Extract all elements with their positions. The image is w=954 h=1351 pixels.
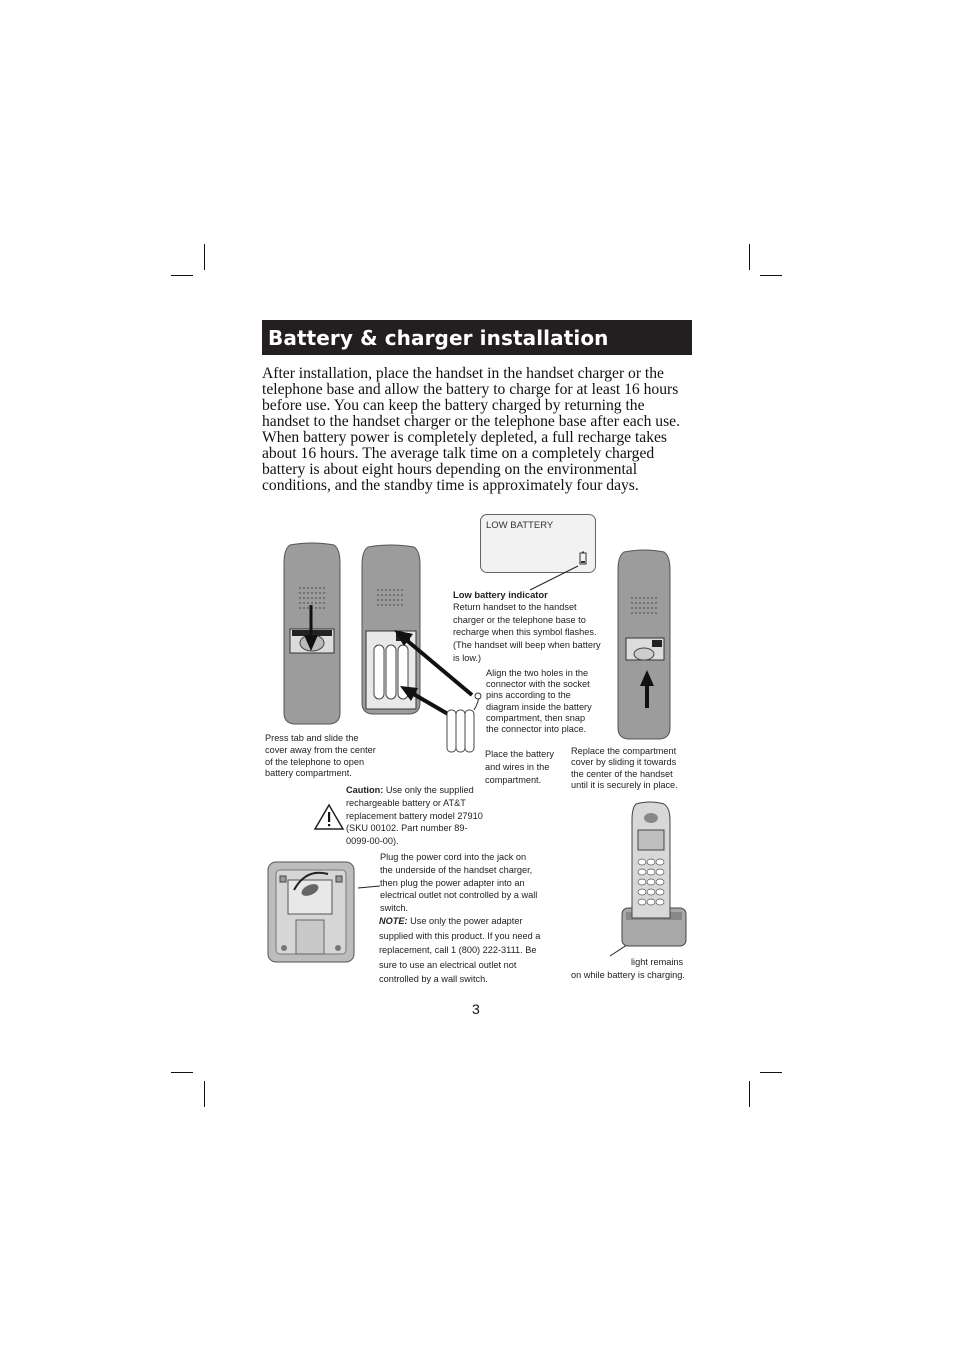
caution-label: Caution: (346, 785, 384, 795)
handset-in-charger-illustration (620, 800, 688, 950)
note-body: Use only the power adapter supplied with this product. If you need a replacement, call 1 (800) 222-3111. Be sure to use an electrical outlet not controlled by a wall switch. (379, 916, 541, 984)
note-label: NOTE: (379, 916, 408, 926)
page-number: 3 (472, 1001, 480, 1017)
warning-triangle-icon (314, 804, 344, 830)
low-battery-body: Return handset to the handset charger or the telephone base to recharge when this symbol flashes. (The handset will beep when battery is low.) (453, 602, 601, 663)
light-remains-caption: light remains (631, 957, 684, 967)
caution-body: Use only the supplied rechargeable battery or AT&T replacement battery model 27910 (SKU 00102. Part number 89-0099-00-00). (346, 785, 483, 847)
handset-charger-underside-illustration (266, 860, 356, 964)
replace-cover-caption: Replace the compartment cover by sliding it towards the center of the handset until it is securely in place. (571, 746, 678, 790)
low-battery-heading: Low battery indicator (453, 589, 548, 600)
intro-paragraph: After installation, place the handset in the handset charger or the telephone base and allow the battery to charge for at least 16 hours before use. You can keep the battery charged by returning the handset to the handset charger or the telephone base after each use. When battery power is completely depleted, a full recharge takes about 16 hours. The average talk time on a completely charged battery is about eight hours depending on the environmental conditions, and the standby time is approximately four days. (262, 365, 680, 494)
place-battery-caption: Place the battery and wires in the compartment. (485, 749, 554, 785)
low-battery-caption (453, 589, 605, 665)
caution-caption (346, 784, 486, 848)
charging-caption: on while battery is charging. (571, 970, 685, 980)
lcd-text: LOW BATTERY (486, 520, 554, 531)
press-tab-caption: Press tab and slide the cover away from the center of the telephone to open battery compartment. (265, 733, 376, 779)
plug-power-caption: Plug the power cord into the jack on the underside of the handset charger, then plug the power adapter into an electrical outlet not controlled by a wall switch. (380, 852, 538, 914)
page-title: Battery & charger installation (268, 326, 609, 350)
note-caption (379, 914, 541, 987)
align-connector-caption: Align the two holes in the connector with the socket pins according to the diagram inside the battery compartment, then snap the connector into place. (486, 668, 592, 735)
